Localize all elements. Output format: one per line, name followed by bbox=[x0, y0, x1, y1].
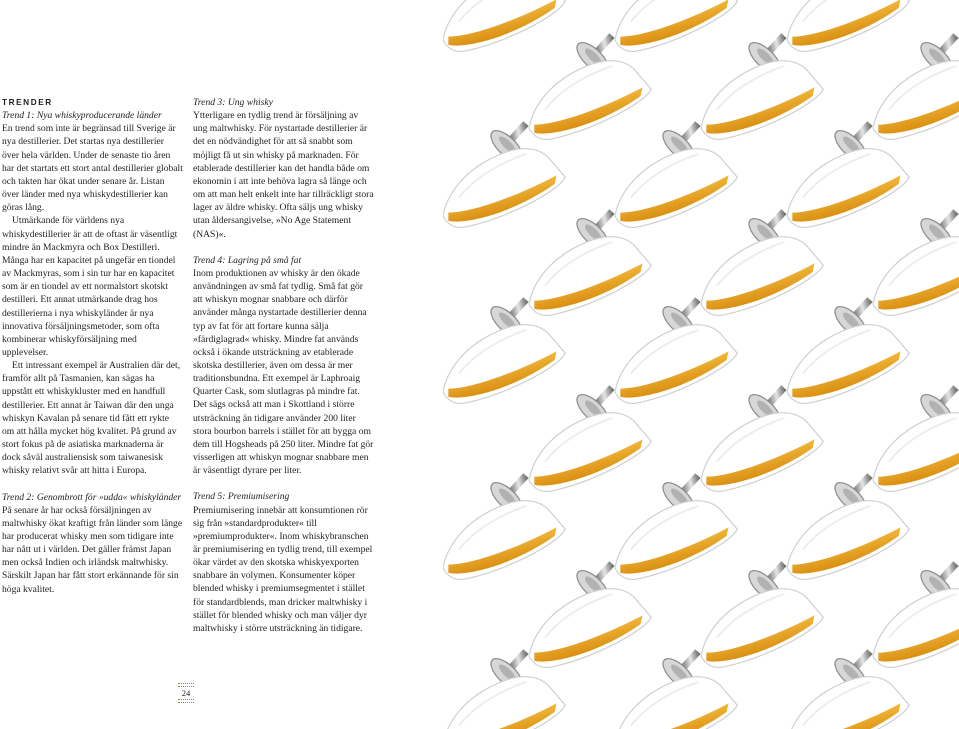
ornament-bottom bbox=[178, 699, 194, 703]
trend-4-heading: Trend 4: Lagring på små fat bbox=[193, 254, 302, 266]
whisky-glass bbox=[819, 51, 959, 171]
whisky-glass bbox=[819, 579, 959, 699]
trend-2-paragraph-1: På senare år har också försäljningen av maltwhisky ökat kraftigt från länder som länge har producerat whisky men som tidigare inte har nått ut i världen. Det gäller främst Japan men också Indien och irländsk maltwhisky. Särskilt Japan har fått stort erkännande för sin höga kvalitet. bbox=[2, 504, 183, 595]
left-text-column bbox=[2, 96, 183, 596]
whisky-glass bbox=[905, 667, 959, 729]
whisky-glass bbox=[819, 227, 959, 347]
whisky-glass bbox=[561, 667, 748, 729]
trend-5-paragraph-1: Premiumisering innebär att konsumtionen rör sig från »standardprodukter« till »premiumprodukter«. Inom whiskybranschen är premiumisering en tydlig trend, till exempel ökar värdet av den skotska whiskyexporten snabbare än volymen. Konsumenter köper blended whisky i premiumsegmentet i stället för standardblends, man dricker maltwhisky i stället för blended whisky och man väljer dyr maltwhisky i större utsträckning än tidigare. bbox=[193, 504, 373, 634]
trend-5-heading: Trend 5: Premiumisering bbox=[193, 491, 290, 503]
whisky-glass bbox=[443, 315, 575, 435]
whisky-glass bbox=[733, 667, 920, 729]
trend-1-heading: Trend 1: Nya whiskyproducerande länder bbox=[2, 110, 162, 122]
right-text-column bbox=[193, 96, 374, 635]
page-number-label: 24 bbox=[181, 688, 191, 698]
page-number bbox=[176, 683, 196, 703]
section-kicker: TRENDER bbox=[2, 98, 53, 107]
whisky-glass bbox=[443, 0, 575, 83]
glass-grid bbox=[443, 0, 959, 729]
trend-1-paragraph-3: Ett intressant exempel är Australien där det, framför allt på Tasmanien, kan sägas ha uppstått ett whiskykluster med en handfull destillerier. Ett annat är Taiwan där den unga whiskyn Kavalan på senare tid fått ett rykte om att hålla mycket hög kvalitet. På grund av stort fokus på de asiatiska marknaderna är dock såväl australiensisk som taiwanesisk whisky relativt svår att hitta i Europa. bbox=[2, 360, 181, 477]
whisky-glasses-illustration bbox=[443, 0, 959, 729]
ornament-top bbox=[178, 683, 194, 687]
whisky-glass bbox=[443, 491, 575, 611]
trend-3-paragraph-1: Ytterligare en tydlig trend är försäljning av ung maltwhisky. För nystartade destillerier är det en nödvändighet för att så snabbt som möjligt få ut sin whisky på marknaden. För etablerade destillerier kan det handla både om ekonomin i att inte behöva lagra så länge och om att man helt enkelt inte har tillräckligt stora lager av äldre whisky. Ofta säljs ung whisky utan åldersangivelse, »No Age Statement (NAS)«. bbox=[193, 110, 374, 240]
trend-4-paragraph-1: Inom produktionen av whisky är den ökade användningen av små fat tydlig. Små fat gör att whiskyn mognar snabbare och därför använder många nystartade destillerier denna typ av fat för att fortare kunna sälja »färdiglagrad« whisky. Mindre fat används också i ökande utsträckning av etablerade skotska destillerier, även om dessa är mer traditionsbundna. Ett exempel är Laphroaig Quarter Cask, som slutlagras på mindre fat. Det sägs också att man i Skottland i större utsträckning än tidigare använder 200 liter stora bourbon barrels i stället för att bygga om dem till Hogsheads på 250 liter. Mindre fat gör visserligen att whiskyn mognar snabbare men är väsentligt dyrare per liter. bbox=[193, 267, 374, 477]
trend-3-heading: Trend 3: Ung whisky bbox=[193, 97, 273, 108]
trend-2-heading: Trend 2: Genombrott för »udda« whiskyländer bbox=[2, 491, 182, 503]
whisky-glass bbox=[819, 403, 959, 523]
whisky-glass bbox=[443, 139, 575, 259]
trend-1-paragraph-2: Utmärkande för världens nya whiskydestillerier är att de oftast är väsentligt mindre än Mackmyra och Box Destilleri. Många har en kapacitet på ungefär en tiondel av Mackmyras, som i sin tur har en kapacitet som är en tiondel av ett normalstort skotskt destilleri. Ett annat utmärkande drag hos destillerierna i nya whiskyländer är nya innovativa försäljningsmetoder, som ofta kombinerar whiskyförsäljning med upplevelser. bbox=[2, 215, 178, 358]
whisky-glasses-photo bbox=[443, 0, 959, 729]
trend-1-paragraph-1: En trend som inte är begränsad till Sverige är nya destillerier. Det startas nya destillerier över hela världen. Under de senaste tio åren har det startats ett stort antal destillerier globalt och takten har ökat under senare år. Listan över länder med nya whiskydestillerier kan göras lång. bbox=[2, 123, 183, 214]
